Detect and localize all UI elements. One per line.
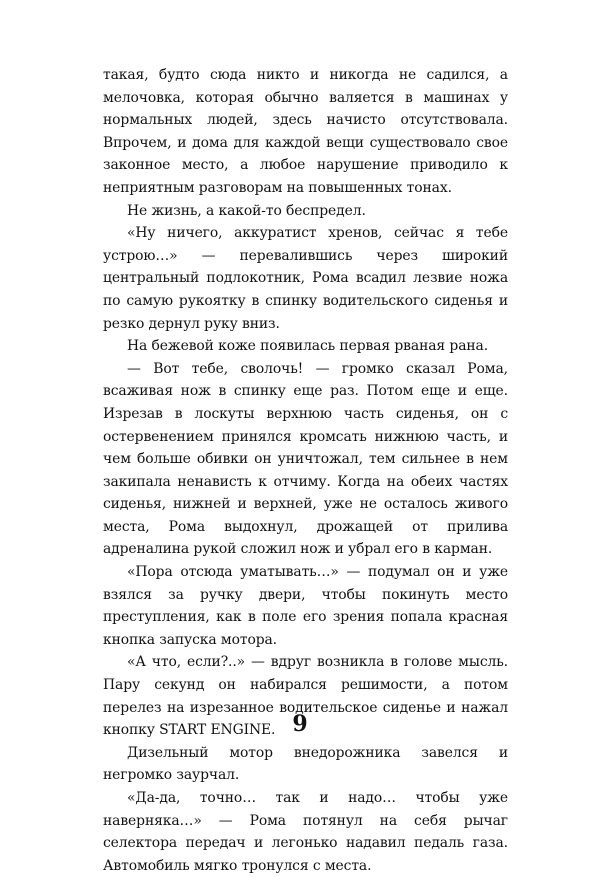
paragraph-9: «Да-да, точно… так и надо… чтобы уже наверняка…» — Рома потянул на себя рычаг селектора передач и легонько надавил педаль газа. Автомобиль мягко тронулся с места. [103,790,508,874]
paragraph-4: На бежевой коже появилась первая рваная рана. [127,338,489,355]
paragraph-1: такая, будто сюда никто и никогда не садился, а мелочовка, которая обычно валяется в машинах у нормальных людей, здесь начисто отсутствовала. Впрочем, и дома для каждой вещи существовало свое законное место, а любое нарушение приводило к неприятным разговорам на повышенных тонах. [103,67,508,196]
body-text [103,64,508,877]
paragraph-8: Дизельный мотор внедорожника завелся и негромко заурчал. [103,744,508,784]
paragraph-5: — Вот тебе, сволочь! — громко сказал Рома, всаживая нож в спинку еще раз. Потом еще и еще. Изрезав в лоскуты верхнюю часть сиденья, он с остервенением принялся кромсать нижнюю часть, и чем больше обивки он уничтожал, тем сильнее в нем закипала ненависть к отчиму. Когда на обеих частях сиденья, нижней и верхней, уже не осталось живого места, Рома выдохнул, дрожащей от прилива адреналина рукой сложил нож и убрал его в карман. [103,360,508,558]
page-number: 9 [292,711,308,737]
book-page [103,64,508,877]
paragraph-3: «Ну ничего, аккуратист хренов, сейчас я тебе устрою…» — перевалившись через широкий центральный подлокотник, Рома всадил лезвие ножа по самую рукоятку в спинку водительского сиденья и резко дернул руку вниз. [103,225,508,332]
paragraph-2: Не жизнь, а какой-то беспредел. [127,202,366,219]
paragraph-6: «Пора отсюда уматывать…» — подумал он и уже взялся за ручку двери, чтобы покинуть место преступления, как в поле его зрения попала красная кнопка запуска мотора. [103,564,508,648]
paragraph-7: «А что, если?..» — вдруг возникла в голове мысль. Пару секунд он набирался решимости, а потом перелез на изрезанное водительское сиденье и нажал кнопку START ENGINE. [103,654,508,739]
